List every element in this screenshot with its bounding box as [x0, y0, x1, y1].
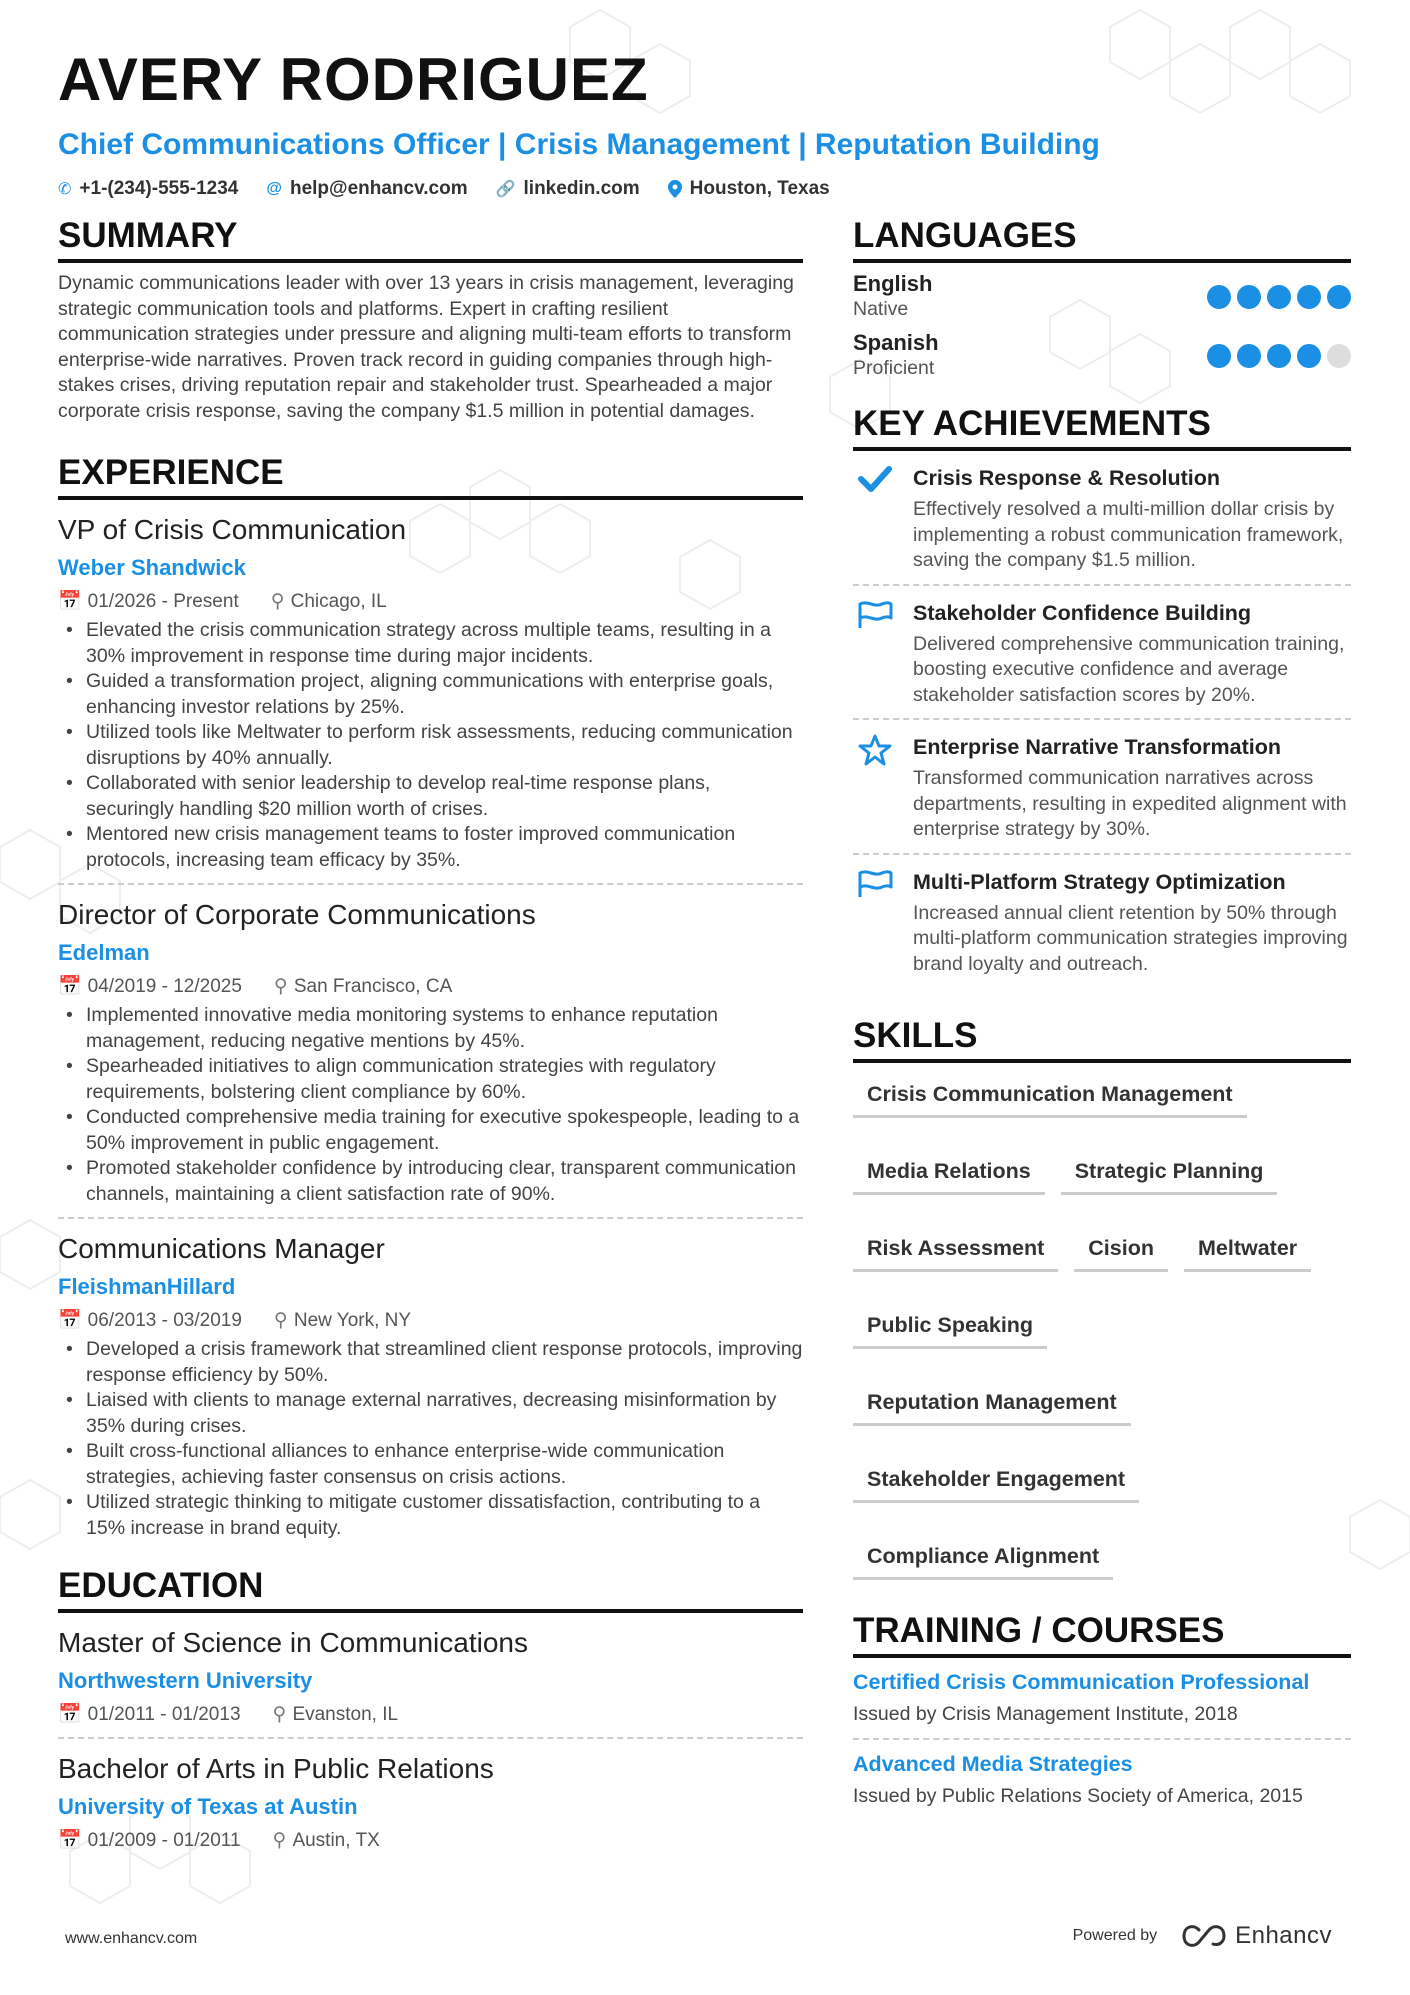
flag-icon [853, 869, 897, 978]
achievement-desc: Delivered comprehensive communication training, boosting executive confidence and average stakeholder satisfaction scores by 20%. [913, 632, 1345, 706]
rating-dot [1267, 344, 1291, 368]
achievement-desc: Transformed communication narratives across departments, resulting in expedited alignment with enterprise strategy by 30%. [913, 767, 1347, 840]
rating-dot [1237, 344, 1261, 368]
location-text: Houston, Texas [689, 178, 830, 199]
footer-branding [1073, 1922, 1332, 1950]
phone-text: +1-(234)-555-1234 [79, 178, 239, 199]
skill-tag: Stakeholder Engagement [853, 1454, 1139, 1503]
achievement-item [853, 586, 1351, 721]
rating-dot [1267, 285, 1291, 309]
job-entry [58, 897, 803, 1219]
calendar-icon: 📅 [58, 976, 82, 997]
star-icon [853, 734, 897, 843]
school-name: Northwestern University [58, 1668, 313, 1693]
flag-icon [853, 600, 897, 709]
job-bullets [58, 618, 803, 873]
job-entry [58, 512, 803, 885]
job-title: VP of Crisis Communication [58, 514, 407, 545]
contact-email[interactable] [266, 178, 467, 200]
languages-heading: LANGUAGES [853, 215, 1351, 263]
location-pin-icon: ⚲ [272, 1704, 287, 1725]
job-bullet: • Promoted stakeholder confidence by introducing clear, transparent communication channels, maintaining a client satisfaction rate of 90%. [58, 1156, 803, 1207]
job-bullet: • Implemented innovative media monitoring systems to enhance reputation management, reducing negative mentions by 45%. [58, 1003, 803, 1054]
job-bullet: • Liaised with clients to manage external narratives, decreasing misinformation by 35% during crises. [58, 1388, 803, 1439]
summary-heading: SUMMARY [58, 215, 803, 263]
language-item [853, 330, 1351, 381]
job-meta [58, 1309, 803, 1333]
email-text: help@enhancv.com [289, 178, 468, 199]
experience-heading: EXPERIENCE [58, 452, 803, 500]
education-entry [58, 1751, 803, 1863]
job-dates: 06/2013 - 03/2019 [87, 1310, 242, 1331]
skill-tag: Risk Assessment [853, 1223, 1058, 1272]
achievement-desc: Increased annual client retention by 50% through multi-platform communication strategies improving brand loyalty and outreach. [913, 901, 1348, 975]
rating-dot [1207, 344, 1231, 368]
language-rating [1207, 285, 1351, 309]
course-title: Advanced Media Strategies [853, 1751, 1133, 1776]
job-entry [58, 1231, 803, 1551]
location-pin-icon: ⚲ [273, 976, 288, 997]
contact-phone[interactable] [58, 178, 238, 200]
rating-dot [1237, 285, 1261, 309]
job-bullet: • Utilized tools like Meltwater to perform risk assessments, reducing communication disruptions by 40% annually. [58, 720, 803, 771]
education-location: Austin, TX [292, 1830, 380, 1851]
achievement-title: Enterprise Narrative Transformation [913, 735, 1282, 759]
location-pin-icon: ⚲ [272, 1830, 287, 1851]
resume-header [58, 44, 1358, 200]
language-level: Native [853, 298, 909, 320]
language-rating [1207, 344, 1351, 368]
job-location: San Francisco, CA [293, 976, 453, 997]
skill-tag: Meltwater [1184, 1223, 1311, 1272]
education-dates: 01/2011 - 01/2013 [87, 1704, 241, 1725]
job-bullet: • Conducted comprehensive media training for executive spokespeople, leading to a 50% improvement in public engagement. [58, 1105, 803, 1156]
school-name: University of Texas at Austin [58, 1794, 358, 1819]
skill-tag: Public Speaking [853, 1300, 1047, 1349]
contact-location [668, 178, 830, 200]
calendar-icon: 📅 [58, 591, 82, 612]
candidate-name: AVERY RODRIGUEZ [58, 46, 649, 113]
calendar-icon: 📅 [58, 1704, 82, 1725]
course-issuer: Issued by Public Relations Society of America, 2015 [853, 1784, 1303, 1807]
skills-list [853, 1069, 1351, 1580]
achievement-desc: Effectively resolved a multi-million dollar crisis by implementing a robust communication framework, saving the company $1.5 million. [913, 498, 1344, 571]
job-bullet: • Spearheaded initiatives to align communication strategies with regulatory requirements, bolstering client compliance by 60%. [58, 1054, 803, 1105]
job-dates: 04/2019 - 12/2025 [87, 976, 242, 997]
skill-tag: Strategic Planning [1061, 1146, 1278, 1195]
link-icon: 🔗 [495, 181, 516, 198]
right-column [853, 215, 1351, 1819]
skill-tag: Compliance Alignment [853, 1531, 1113, 1580]
skill-tag: Reputation Management [853, 1377, 1131, 1426]
job-bullet: • Developed a crisis framework that streamlined client response protocols, improving response efficiency by 50%. [58, 1337, 803, 1388]
location-pin-icon: ⚲ [270, 591, 285, 612]
summary-text: Dynamic communications leader with over 13 years in crisis management, leveraging strategic communication tools and platforms. Expert in crafting resilient communication strategies under pressure and aligning multi-team efforts to transform enterprise-wide narratives. Proven track record in guiding companies through high-stakes crises, driving reputation repair and stakeholder trust. Spearheaded a major corporate crisis response, saving the company $1.5 million in potential damages. [58, 272, 794, 422]
training-heading: TRAINING / COURSES [853, 1610, 1351, 1658]
achievements-heading: KEY ACHIEVEMENTS [853, 403, 1351, 451]
linkedin-text: linkedin.com [523, 178, 640, 199]
rating-dot [1297, 344, 1321, 368]
company-name: FleishmanHillard [58, 1274, 236, 1299]
job-bullet: • Mentored new crisis management teams to foster improved communication protocols, increasing team efficacy by 35%. [58, 822, 803, 873]
education-location: Evanston, IL [292, 1704, 399, 1725]
language-name: Spanish [853, 330, 939, 355]
education-dates: 01/2009 - 01/2011 [87, 1830, 241, 1851]
checkmark-icon [853, 465, 897, 574]
skill-tag: Media Relations [853, 1146, 1045, 1195]
achievement-item [853, 451, 1351, 586]
location-pin-icon: ⚲ [273, 1310, 288, 1331]
enhancv-logo[interactable] [1181, 1922, 1332, 1950]
enhancv-logo-text: Enhancv [1235, 1922, 1332, 1949]
location-pin-icon [668, 180, 682, 198]
calendar-icon: 📅 [58, 1310, 82, 1331]
education-meta [58, 1829, 803, 1853]
skills-heading: SKILLS [853, 1015, 1351, 1063]
contact-linkedin[interactable] [496, 178, 640, 200]
degree-title: Master of Science in Communications [58, 1627, 528, 1658]
candidate-headline: Chief Communications Officer | Crisis Management | Reputation Building [58, 128, 1100, 161]
rating-dot [1327, 285, 1351, 309]
rating-dot [1207, 285, 1231, 309]
job-bullets [58, 1003, 803, 1207]
at-sign-icon: @ [266, 180, 282, 197]
education-heading: EDUCATION [58, 1565, 803, 1613]
job-bullet: • Guided a transformation project, aligning communications with enterprise goals, enhancing investor relations by 25%. [58, 669, 803, 720]
language-item [853, 271, 1351, 322]
achievement-title: Crisis Response & Resolution [913, 466, 1221, 490]
course-title: Certified Crisis Communication Professional [853, 1670, 1310, 1694]
language-name: English [853, 271, 933, 296]
phone-icon: ✆ [58, 181, 72, 198]
calendar-icon: 📅 [58, 1830, 82, 1851]
skill-tag: Cision [1074, 1223, 1168, 1272]
achievement-title: Multi-Platform Strategy Optimization [913, 869, 1286, 894]
job-meta [58, 975, 803, 999]
footer-website[interactable]: www.enhancv.com [65, 1930, 198, 1947]
course-issuer: Issued by Crisis Management Institute, 2018 [853, 1703, 1238, 1725]
company-name: Weber Shandwick [58, 555, 246, 580]
job-bullet: • Utilized strategic thinking to mitigate customer dissatisfaction, contributing to a 15% increase in brand equity. [58, 1490, 803, 1541]
rating-dot [1297, 285, 1321, 309]
job-bullet: • Built cross-functional alliances to enhance enterprise-wide communication strategies, achieving faster consensus on crisis actions. [58, 1439, 803, 1490]
education-entry [58, 1625, 803, 1739]
achievement-item [853, 855, 1351, 988]
course-item [853, 1740, 1351, 1820]
education-meta [58, 1703, 803, 1727]
job-bullets [58, 1337, 803, 1541]
enhancv-logo-icon [1181, 1924, 1227, 1948]
job-dates: 01/2026 - Present [87, 591, 239, 612]
degree-title: Bachelor of Arts in Public Relations [58, 1753, 494, 1784]
job-title: Director of Corporate Communications [58, 899, 536, 930]
powered-by-label: Powered by [1072, 1927, 1158, 1944]
job-meta [58, 590, 803, 614]
job-bullet: • Elevated the crisis communication strategy across multiple teams, resulting in a 30% improvement in response time during major incidents. [58, 618, 803, 669]
left-column [58, 215, 803, 1863]
course-item [853, 1658, 1351, 1740]
job-title: Communications Manager [58, 1233, 385, 1264]
job-location: Chicago, IL [290, 591, 387, 612]
achievement-title: Stakeholder Confidence Building [913, 600, 1252, 625]
contact-bar [58, 178, 1358, 200]
company-name: Edelman [58, 940, 150, 965]
language-level: Proficient [853, 357, 935, 379]
achievement-item [853, 720, 1351, 855]
rating-dot [1327, 344, 1351, 368]
job-bullet: • Collaborated with senior leadership to develop real-time response plans, securingly handling $20 million worth of crises. [58, 771, 803, 822]
job-location: New York, NY [293, 1310, 412, 1331]
skill-tag: Crisis Communication Management [853, 1069, 1247, 1118]
